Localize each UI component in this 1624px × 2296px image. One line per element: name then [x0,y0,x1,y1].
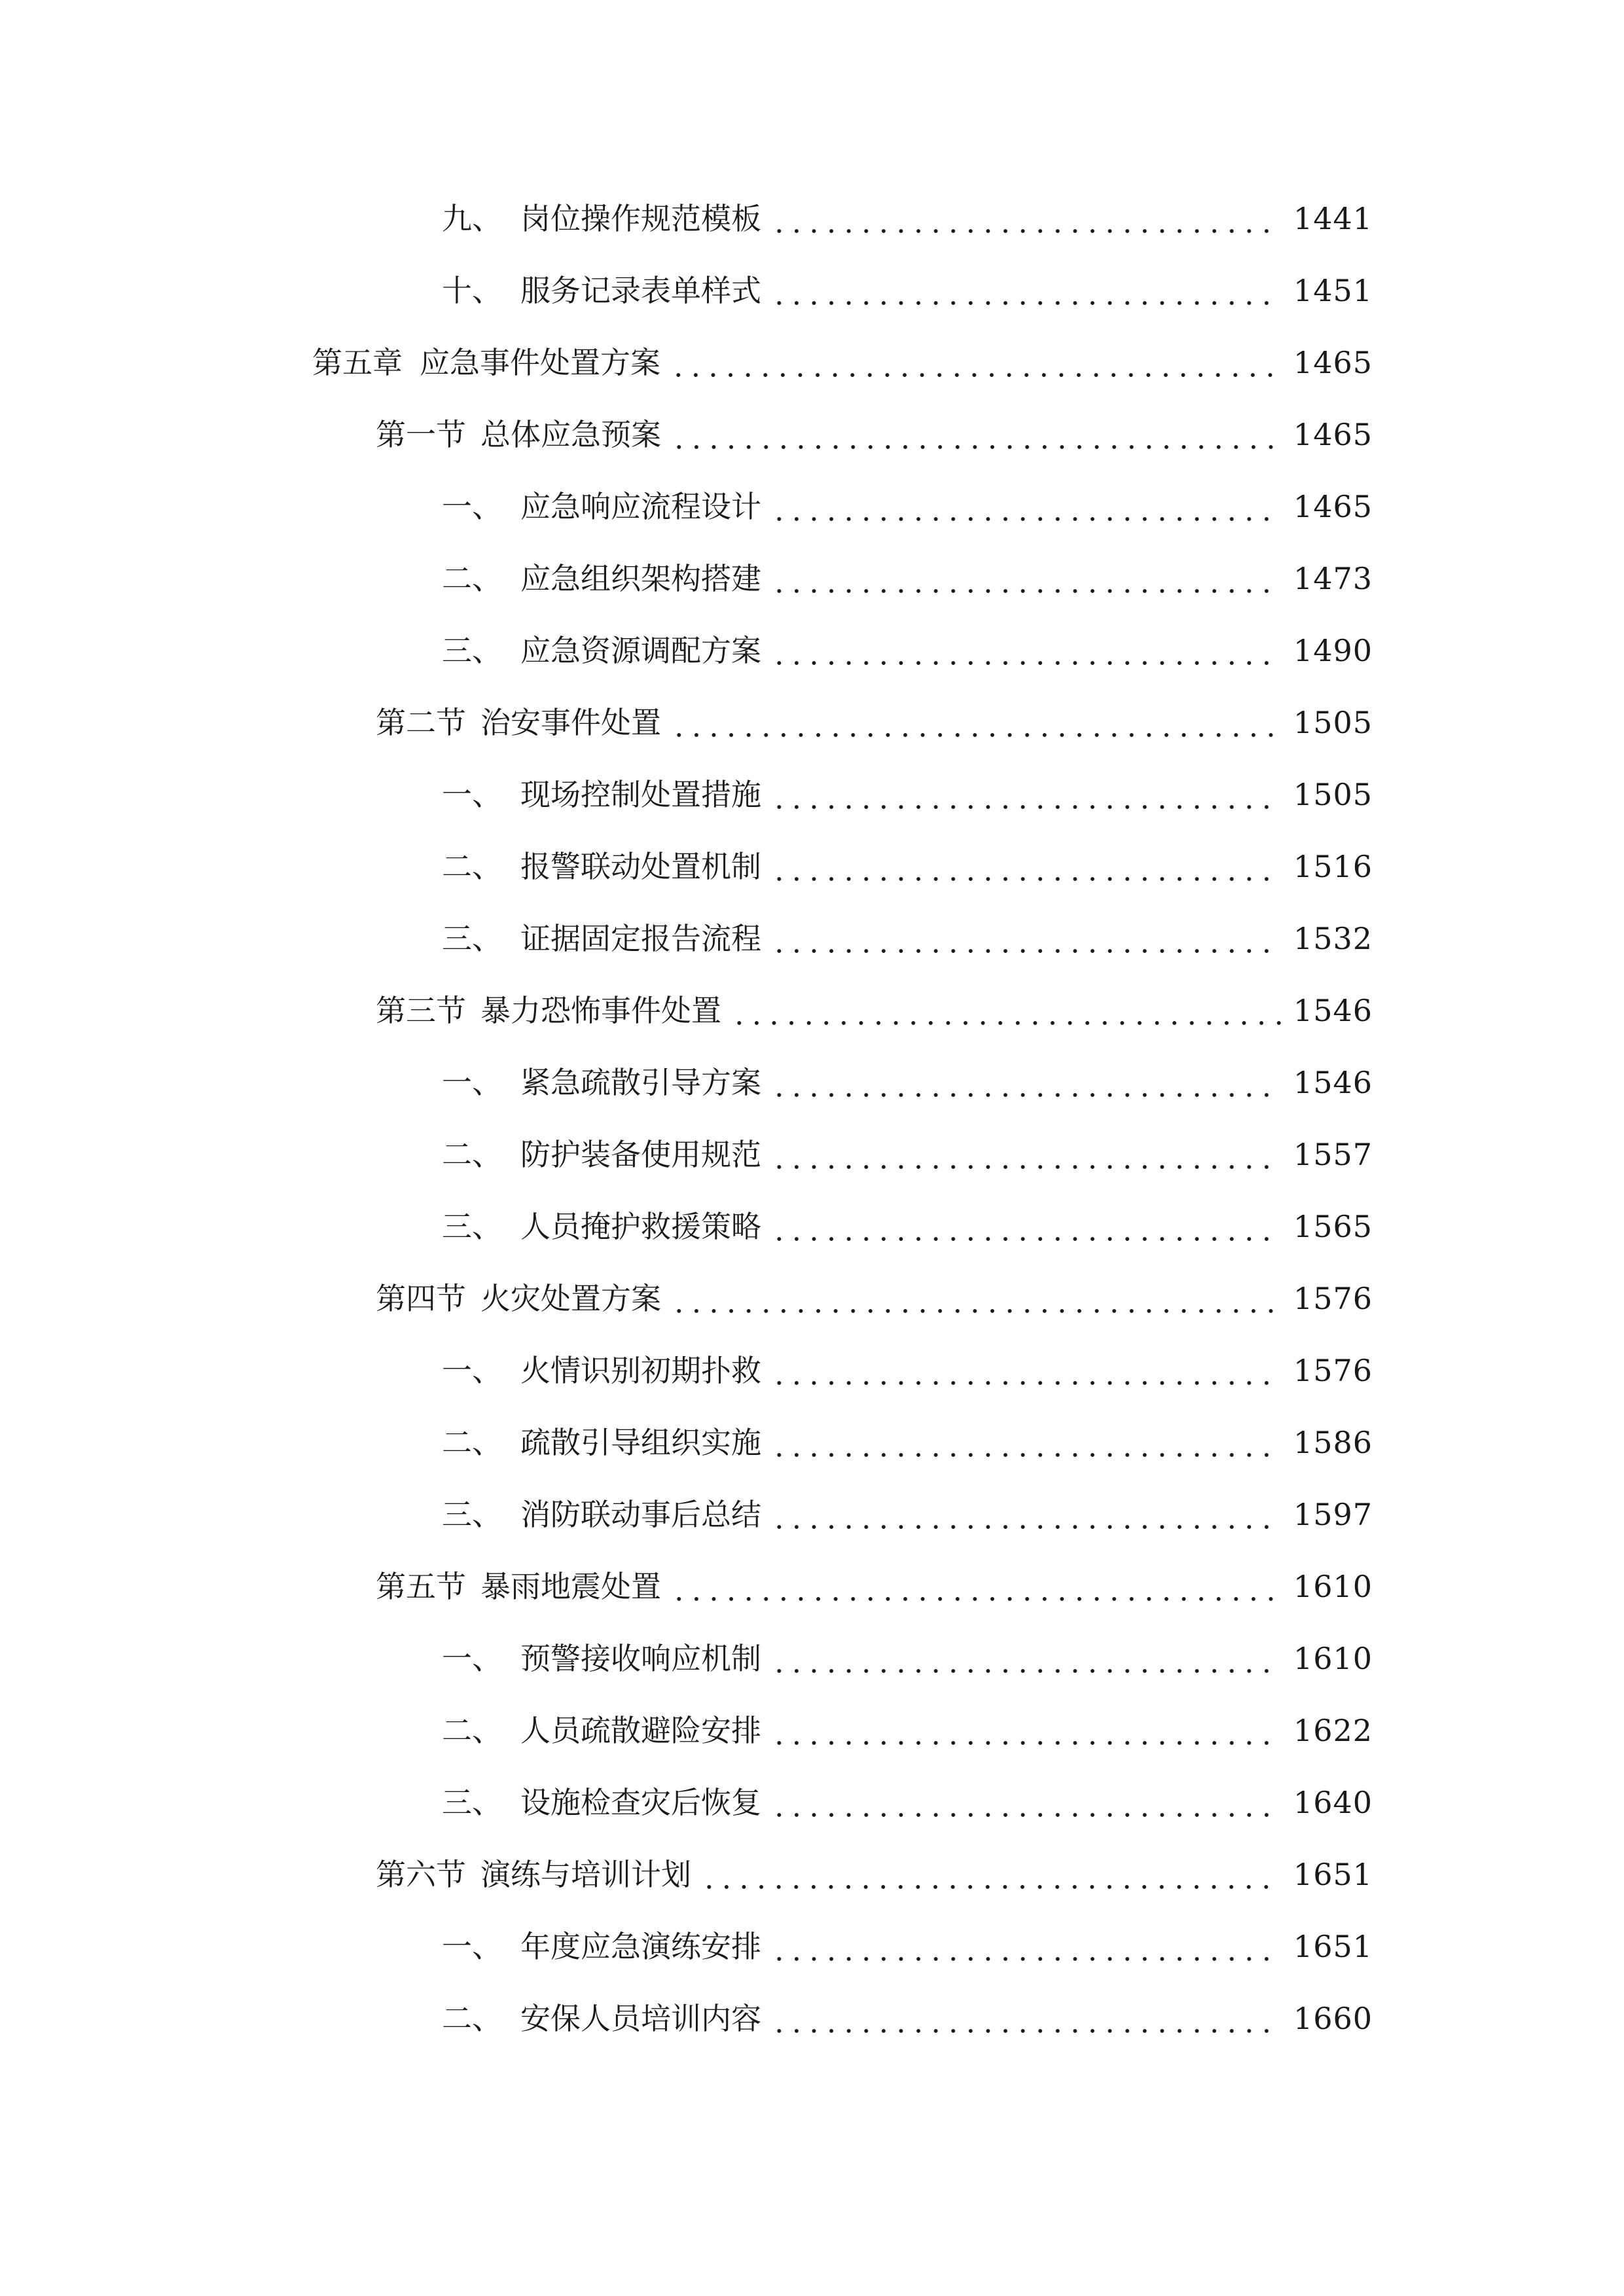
toc-entry-page: 1660 [1293,2001,1373,2036]
dot-leader [770,1128,1282,1181]
toc-entry[interactable] [0,1920,1624,1973]
toc-entry-section[interactable] [0,1272,1624,1325]
toc-entry-number: 二、 [442,2001,502,2036]
toc-entry-chapter[interactable] [0,336,1624,389]
dot-leader [770,1704,1282,1757]
toc-entry[interactable] [0,1776,1624,1829]
toc-entry-page: 1451 [1293,273,1373,308]
toc-entry-number: 二、 [442,1713,502,1748]
dot-leader [670,1272,1282,1325]
toc-entry[interactable] [0,1200,1624,1253]
toc-entry-page: 1473 [1293,561,1373,596]
toc-entry[interactable] [0,1704,1624,1757]
toc-entry[interactable] [0,768,1624,821]
dot-leader [670,696,1282,749]
dot-leader [770,1632,1282,1685]
toc-entry-number: 一、 [442,1641,502,1676]
toc-entry-number: 九、 [442,201,502,236]
toc-entry-title: 暴力恐怖事件处置 [480,993,721,1028]
toc-entry-number: 第三节 [376,993,466,1028]
toc-entry-section[interactable] [0,1848,1624,1901]
toc-entry-number: 第一节 [376,417,466,452]
toc-entry-title: 治安事件处置 [480,705,661,740]
toc-entry-number: 三、 [442,1785,502,1820]
toc-entry-page: 1576 [1293,1281,1373,1316]
toc-entry-title: 报警联动处置机制 [520,849,761,884]
toc-entry[interactable] [0,480,1624,533]
toc-entry-section[interactable] [0,696,1624,749]
toc-entry-page: 1546 [1293,1065,1373,1100]
toc-entry[interactable] [0,264,1624,317]
toc-entry-title: 应急组织架构搭建 [520,561,761,596]
toc-entry-page: 1586 [1293,1425,1373,1460]
toc-entry-section[interactable] [0,984,1624,1037]
toc-entry-number: 二、 [442,849,502,884]
toc-entry-section[interactable] [0,1560,1624,1613]
toc-entry-number: 一、 [442,777,502,812]
dot-leader [770,480,1282,533]
toc-entry-number: 第四节 [376,1281,466,1316]
toc-entry[interactable] [0,1488,1624,1541]
toc-entry-title: 防护装备使用规范 [520,1137,761,1172]
dot-leader [770,1488,1282,1541]
dot-leader [770,1200,1282,1253]
toc-entry-title: 人员疏散避险安排 [520,1713,761,1748]
toc-entry-page: 1640 [1293,1785,1373,1820]
dot-leader [770,192,1282,245]
toc-entry-title: 总体应急预案 [480,417,661,452]
toc-entry-title: 年度应急演练安排 [520,1929,761,1964]
toc-entry-page: 1465 [1293,345,1373,380]
toc-entry-number: 二、 [442,1137,502,1172]
toc-entry-title: 预警接收响应机制 [520,1641,761,1676]
toc-entry-page: 1576 [1293,1353,1373,1388]
toc-entry-number: 三、 [442,1497,502,1532]
toc-entry-page: 1546 [1293,993,1373,1028]
toc-entry[interactable] [0,840,1624,893]
toc-entry-title: 设施检查灾后恢复 [520,1785,761,1820]
toc-entry-title: 消防联动事后总结 [520,1497,761,1532]
dot-leader [770,768,1282,821]
toc-entry-title: 火情识别初期扑救 [520,1353,761,1388]
toc-entry-title: 证据固定报告流程 [520,921,761,956]
dot-leader [770,840,1282,893]
toc-entry-number: 一、 [442,1065,502,1100]
toc-entry-title: 服务记录表单样式 [520,273,761,308]
dot-leader [731,984,1282,1037]
toc-entry-page: 1465 [1293,489,1373,524]
toc-entry[interactable] [0,1344,1624,1397]
toc-entry-page: 1651 [1293,1857,1373,1892]
dot-leader [770,1416,1282,1469]
toc-entry-title: 岗位操作规范模板 [520,201,761,236]
toc-entry-title: 暴雨地震处置 [480,1569,661,1604]
toc-entry-page: 1565 [1293,1209,1373,1244]
toc-entry-page: 1622 [1293,1713,1373,1748]
dot-leader [770,624,1282,677]
toc-entry-title: 紧急疏散引导方案 [520,1065,761,1100]
toc-entry-title: 演练与培训计划 [480,1857,691,1892]
toc-entry-number: 三、 [442,921,502,956]
toc-entry-title: 疏散引导组织实施 [520,1425,761,1460]
toc-entry-number: 第五节 [376,1569,466,1604]
dot-leader [770,1920,1282,1973]
toc-entry[interactable] [0,1416,1624,1469]
toc-entry-title: 现场控制处置措施 [520,777,761,812]
toc-entry-page: 1610 [1293,1641,1373,1676]
toc-entry-number: 一、 [442,489,502,524]
toc-entry-page: 1597 [1293,1497,1373,1532]
toc-entry-page: 1557 [1293,1137,1373,1172]
toc-entry-page: 1505 [1293,705,1373,740]
toc-entry-page: 1490 [1293,633,1373,668]
toc-entry-title: 应急响应流程设计 [520,489,761,524]
dot-leader [670,1560,1282,1613]
dot-leader [770,264,1282,317]
toc-entry-number: 二、 [442,1425,502,1460]
dot-leader [700,1848,1282,1901]
toc-entry[interactable] [0,624,1624,677]
toc-entry-number: 第六节 [376,1857,466,1892]
toc-entry[interactable] [0,1056,1624,1109]
dot-leader [770,1992,1282,2045]
toc-entry-page: 1516 [1293,849,1373,884]
toc-entry-number: 二、 [442,561,502,596]
dot-leader [770,1056,1282,1109]
toc-entry-page: 1532 [1293,921,1373,956]
toc-entry[interactable] [0,1632,1624,1685]
dot-leader [770,1776,1282,1829]
toc-entry[interactable] [0,912,1624,965]
toc-entry[interactable] [0,192,1624,245]
toc-entry-title: 人员掩护救援策略 [520,1209,761,1244]
toc-entry-number: 一、 [442,1353,502,1388]
toc-entry[interactable] [0,552,1624,605]
toc-entry-page: 1505 [1293,777,1373,812]
toc-entry-title: 应急事件处置方案 [420,345,660,380]
toc-entry-number: 三、 [442,633,502,668]
toc-entry[interactable] [0,1128,1624,1181]
toc-entry-number: 一、 [442,1929,502,1964]
toc-entry[interactable] [0,1992,1624,2045]
dot-leader [670,408,1282,461]
toc-entry-title: 应急资源调配方案 [520,633,761,668]
dot-leader [770,1344,1282,1397]
toc-entry-page: 1465 [1293,417,1373,452]
dot-leader [670,336,1282,389]
toc-entry-page: 1651 [1293,1929,1373,1964]
toc-entry-number: 十、 [442,273,502,308]
dot-leader [770,552,1282,605]
toc-entry-number: 第五章 [312,345,403,380]
toc-entry-page: 1610 [1293,1569,1373,1604]
toc-entry-number: 三、 [442,1209,502,1244]
toc-entry-title: 安保人员培训内容 [520,2001,761,2036]
toc-entry-page: 1441 [1293,201,1373,236]
toc-entry-title: 火灾处置方案 [480,1281,661,1316]
toc-entry-number: 第二节 [376,705,466,740]
toc-entry-section[interactable] [0,408,1624,461]
dot-leader [770,912,1282,965]
